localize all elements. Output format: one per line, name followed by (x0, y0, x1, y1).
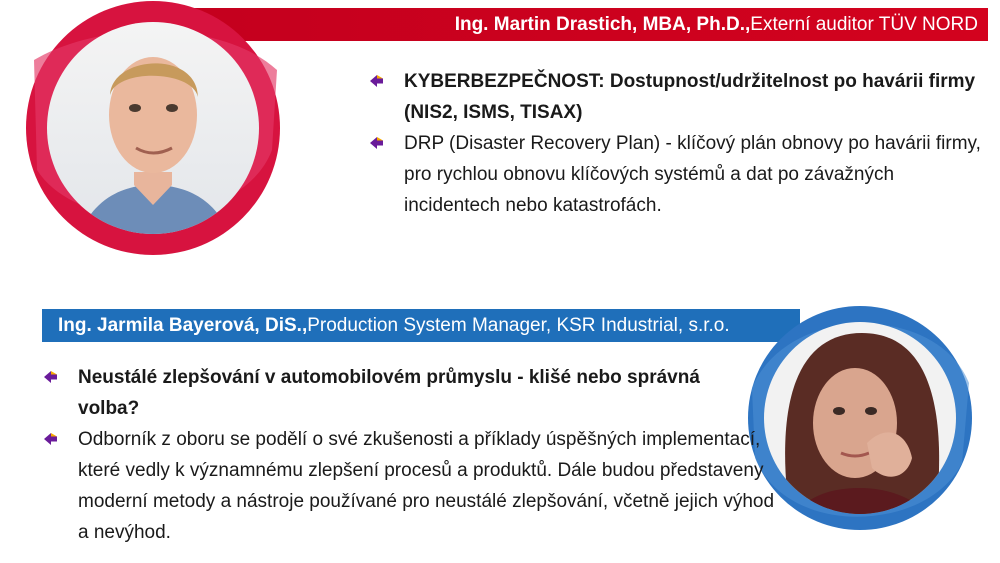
speaker2-bullet-2: Odborník z oboru se podělí o své zkušenosti a příklady úspěšných implementací, které vedly k významnému zlepšení procesů a produktů. Dále budou představeny moderní metody a nástroje používané pro neustálé zlepšování, včetně jejich výhod a nevýhod. (42, 424, 778, 548)
speaker2-bullet-1: Neustálé zlepšování v automobilovém průmyslu - klišé nebo správná volba? (42, 362, 758, 424)
speaker1-bullets (368, 66, 988, 221)
speaker2-portrait (747, 293, 972, 543)
speaker2-name: Ing. Jarmila Bayerová, DiS., (58, 314, 308, 336)
speaker2-banner (42, 309, 800, 342)
speaker2-bullets (42, 362, 775, 548)
speaker1-name: Ing. Martin Drastich, MBA, Ph.D., (454, 13, 751, 35)
speaker1-role: Externí auditor TÜV NORD (750, 13, 978, 35)
speaker1-bullet-1: KYBERBEZPEČNOST: Dostupnost/udržitelnost po havárii firmy (NIS2, ISMS, TISAX) (368, 66, 988, 128)
speaker1-banner (170, 8, 988, 41)
speaker1-portrait (22, 0, 284, 262)
arrow-bullet-icon (42, 369, 58, 385)
speaker1-bullet-2: DRP (Disaster Recovery Plan) - klíčový plán obnovy po havárii firmy, pro rychlou obnovu klíčových systémů a dat po závažných incidentech nebo katastrofách. (368, 128, 988, 221)
speaker2-role: Production System Manager, KSR Industrial, s.r.o. (307, 314, 730, 336)
arrow-bullet-icon (368, 73, 384, 89)
arrow-bullet-icon (368, 135, 384, 151)
arrow-bullet-icon (42, 431, 58, 447)
